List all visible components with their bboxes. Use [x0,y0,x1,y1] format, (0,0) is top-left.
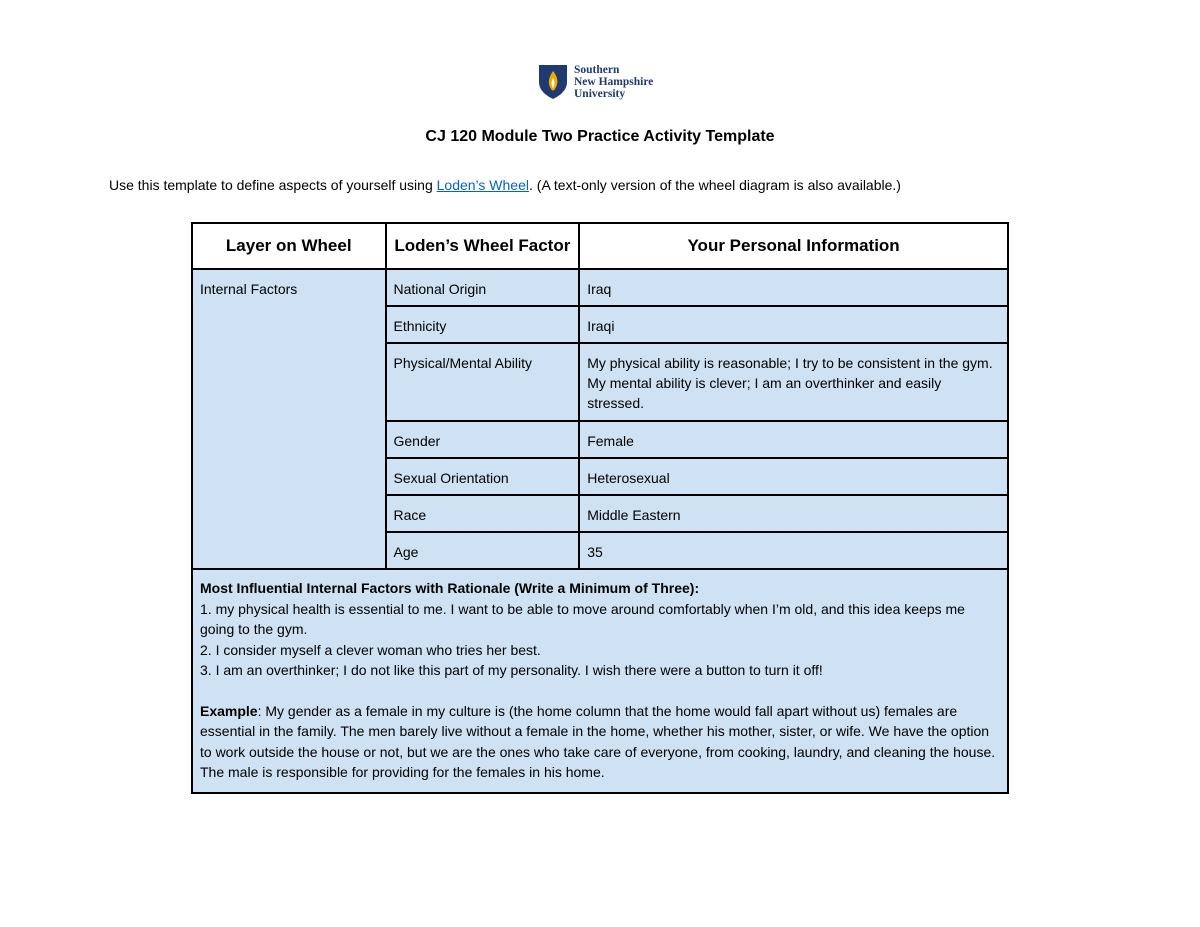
rationale-item-1: 1. my physical health is essential to me. I want to be able to move around comfortably when I’m old, and this idea keeps me going to the gym. [200,600,965,637]
factor-cell: Sexual Orientation [386,458,580,495]
logo-line-1: Southern [574,64,620,76]
info-cell[interactable]: My physical ability is reasonable; I try to be consistent in the gym. My mental ability is clever; I am an overthinker and easily stressed. [579,343,1008,421]
intro-paragraph [109,177,901,193]
lodens-wheel-link[interactable]: Loden’s Wheel [436,177,529,193]
header-personal-info: Your Personal Information [579,223,1008,269]
rationale-heading: Most Influential Internal Factors with Rationale (Write a Minimum of Three): [200,580,700,596]
intro-text-after: . (A text-only version of the wheel diagram is also available.) [529,177,901,193]
logo-wordmark [574,64,653,100]
layer-cell: Internal Factors [192,269,386,569]
factor-cell: Gender [386,421,580,458]
example-text: : My gender as a female in my culture is (the home column that the home would fall apart without us) females are essential in the family. The men barely live without a female in the home, whether his mother, sister, or wife. We have the option to work outside the house or not, but we are the ones who take care of everyone, from cooking, laundry, and cleaning the house. The male is responsible for providing for the females in his home. [200,702,996,780]
rationale-cell[interactable] [192,569,1008,793]
example-paragraph [200,701,1000,783]
info-cell[interactable]: Middle Eastern [579,495,1008,532]
factor-cell: Age [386,532,580,569]
university-logo [538,64,653,100]
paragraph-spacer [200,681,1000,701]
page-title: CJ 120 Module Two Practice Activity Template [425,128,775,145]
info-cell[interactable]: Iraqi [579,306,1008,343]
table-row [192,269,1008,306]
info-cell[interactable]: Iraq [579,269,1008,306]
logo-line-2: New Hampshire [574,76,654,88]
intro-text-before: Use this template to define aspects of yourself using [109,177,437,193]
rationale-item-3: 3. I am an overthinker; I do not like this part of my personality. I wish there were a button to turn it off! [200,662,823,678]
header-layer: Layer on Wheel [192,223,386,269]
info-cell[interactable]: Heterosexual [579,458,1008,495]
example-label: Example [200,702,258,719]
factor-cell: National Origin [386,269,580,306]
factor-cell: Physical/Mental Ability [386,343,580,421]
rationale-item-2: 2. I consider myself a clever woman who tries her best. [200,641,541,658]
rationale-row [192,569,1008,793]
table-header-row [192,223,1008,269]
factor-cell: Ethnicity [386,306,580,343]
logo-line-3: University [574,88,626,100]
shield-flame-icon [538,64,568,100]
header-factor: Loden’s Wheel Factor [386,223,580,269]
factors-table [191,222,1009,794]
factor-cell: Race [386,495,580,532]
info-cell[interactable]: 35 [579,532,1008,569]
info-cell[interactable]: Female [579,421,1008,458]
